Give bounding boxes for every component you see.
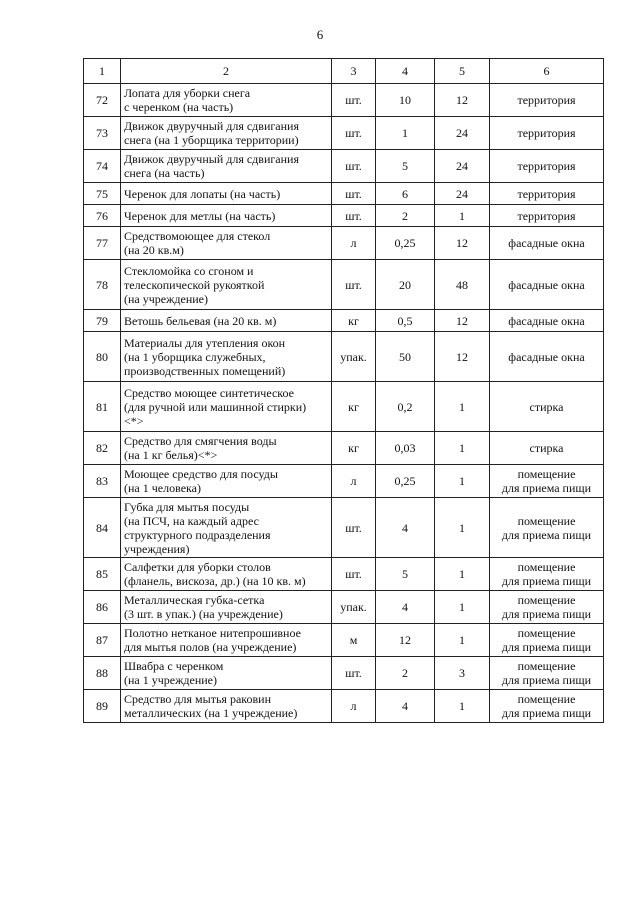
table-row xyxy=(84,498,604,558)
page-number: 6 xyxy=(316,27,324,42)
location-cell: фасадные окна xyxy=(490,227,604,260)
unit-cell: кг xyxy=(332,310,376,332)
quantity-cell: 12 xyxy=(376,624,435,657)
table-row xyxy=(84,382,604,432)
table-body xyxy=(84,84,604,723)
location-cell: фасадные окна xyxy=(490,310,604,332)
quantity-cell: 4 xyxy=(376,591,435,624)
period-cell: 12 xyxy=(435,332,490,382)
item-name-cell: Моющее средство для посуды (на 1 человека) xyxy=(121,465,332,498)
table-row xyxy=(84,260,604,310)
item-name-cell: Стекломойка со сгоном и телескопической рукояткой (на учреждение) xyxy=(121,260,332,310)
location-cell: помещение для приема пищи xyxy=(490,690,604,723)
quantity-cell: 10 xyxy=(376,84,435,117)
table-row xyxy=(84,227,604,260)
location-cell: стирка xyxy=(490,432,604,465)
table-row xyxy=(84,624,604,657)
quantity-cell: 4 xyxy=(376,498,435,558)
location-cell: территория xyxy=(490,205,604,227)
quantity-cell: 4 xyxy=(376,690,435,723)
period-cell: 12 xyxy=(435,84,490,117)
item-name-cell: Средство для смягчения воды (на 1 кг белья)<*> xyxy=(121,432,332,465)
quantity-cell: 5 xyxy=(376,558,435,591)
quantity-cell: 2 xyxy=(376,657,435,690)
period-cell: 1 xyxy=(435,465,490,498)
location-cell: помещение для приема пищи xyxy=(490,465,604,498)
table-row xyxy=(84,205,604,227)
table-row xyxy=(84,332,604,382)
row-number-cell: 83 xyxy=(84,465,121,498)
item-name-cell: Черенок для метлы (на часть) xyxy=(121,205,332,227)
unit-cell: кг xyxy=(332,432,376,465)
supplies-table xyxy=(83,58,604,723)
location-cell: помещение для приема пищи xyxy=(490,624,604,657)
location-cell: помещение для приема пищи xyxy=(490,558,604,591)
unit-cell: м xyxy=(332,624,376,657)
row-number-cell: 79 xyxy=(84,310,121,332)
period-cell: 1 xyxy=(435,690,490,723)
row-number-cell: 75 xyxy=(84,183,121,205)
row-number-cell: 72 xyxy=(84,84,121,117)
table-row xyxy=(84,150,604,183)
unit-cell: упак. xyxy=(332,591,376,624)
period-cell: 1 xyxy=(435,382,490,432)
item-name-cell: Средство моющее синтетическое (для ручной или машинной стирки) <*> xyxy=(121,382,332,432)
row-number-cell: 81 xyxy=(84,382,121,432)
item-name-cell: Движок двуручный для сдвигания снега (на часть) xyxy=(121,150,332,183)
row-number-cell: 76 xyxy=(84,205,121,227)
location-cell: территория xyxy=(490,84,604,117)
header-cell: 5 xyxy=(435,59,490,84)
unit-cell: шт. xyxy=(332,657,376,690)
row-number-cell: 89 xyxy=(84,690,121,723)
period-cell: 24 xyxy=(435,150,490,183)
item-name-cell: Полотно нетканое нитепрошивное для мытья полов (на учреждение) xyxy=(121,624,332,657)
quantity-cell: 50 xyxy=(376,332,435,382)
row-number-cell: 74 xyxy=(84,150,121,183)
table-header-row xyxy=(84,59,604,84)
period-cell: 12 xyxy=(435,227,490,260)
table-row xyxy=(84,432,604,465)
table-row xyxy=(84,690,604,723)
unit-cell: шт. xyxy=(332,150,376,183)
period-cell: 48 xyxy=(435,260,490,310)
table-row xyxy=(84,558,604,591)
unit-cell: шт. xyxy=(332,84,376,117)
header-cell: 1 xyxy=(84,59,121,84)
period-cell: 3 xyxy=(435,657,490,690)
row-number-cell: 80 xyxy=(84,332,121,382)
location-cell: помещение для приема пищи xyxy=(490,657,604,690)
item-name-cell: Средство для мытья раковин металлических (на 1 учреждение) xyxy=(121,690,332,723)
item-name-cell: Ветошь бельевая (на 20 кв. м) xyxy=(121,310,332,332)
period-cell: 1 xyxy=(435,205,490,227)
row-number-cell: 78 xyxy=(84,260,121,310)
location-cell: стирка xyxy=(490,382,604,432)
location-cell: фасадные окна xyxy=(490,260,604,310)
row-number-cell: 73 xyxy=(84,117,121,150)
quantity-cell: 1 xyxy=(376,117,435,150)
quantity-cell: 0,2 xyxy=(376,382,435,432)
period-cell: 1 xyxy=(435,591,490,624)
period-cell: 24 xyxy=(435,117,490,150)
unit-cell: шт. xyxy=(332,117,376,150)
quantity-cell: 2 xyxy=(376,205,435,227)
item-name-cell: Салфетки для уборки столов (фланель, вискоза, др.) (на 10 кв. м) xyxy=(121,558,332,591)
item-name-cell: Лопата для уборки снега с черенком (на часть) xyxy=(121,84,332,117)
quantity-cell: 5 xyxy=(376,150,435,183)
row-number-cell: 88 xyxy=(84,657,121,690)
unit-cell: л xyxy=(332,227,376,260)
row-number-cell: 77 xyxy=(84,227,121,260)
unit-cell: шт. xyxy=(332,205,376,227)
item-name-cell: Металлическая губка-сетка (3 шт. в упак.) (на учреждение) xyxy=(121,591,332,624)
unit-cell: упак. xyxy=(332,332,376,382)
table-row xyxy=(84,465,604,498)
location-cell: территория xyxy=(490,183,604,205)
item-name-cell: Губка для мытья посуды (на ПСЧ, на каждый адрес структурного подразделения учреждения) xyxy=(121,498,332,558)
period-cell: 1 xyxy=(435,498,490,558)
quantity-cell: 0,25 xyxy=(376,227,435,260)
item-name-cell: Черенок для лопаты (на часть) xyxy=(121,183,332,205)
header-cell: 6 xyxy=(490,59,604,84)
unit-cell: л xyxy=(332,465,376,498)
row-number-cell: 86 xyxy=(84,591,121,624)
table-row xyxy=(84,310,604,332)
table-row xyxy=(84,183,604,205)
item-name-cell: Швабра с черенком (на 1 учреждение) xyxy=(121,657,332,690)
quantity-cell: 20 xyxy=(376,260,435,310)
item-name-cell: Материалы для утепления окон (на 1 уборщика служебных, производственных помещений) xyxy=(121,332,332,382)
table-row xyxy=(84,84,604,117)
location-cell: территория xyxy=(490,150,604,183)
location-cell: помещение для приема пищи xyxy=(490,498,604,558)
location-cell: фасадные окна xyxy=(490,332,604,382)
period-cell: 1 xyxy=(435,624,490,657)
row-number-cell: 87 xyxy=(84,624,121,657)
quantity-cell: 0,03 xyxy=(376,432,435,465)
unit-cell: кг xyxy=(332,382,376,432)
unit-cell: шт. xyxy=(332,260,376,310)
location-cell: территория xyxy=(490,117,604,150)
row-number-cell: 82 xyxy=(84,432,121,465)
header-cell: 3 xyxy=(332,59,376,84)
item-name-cell: Средствомоющее для стекол (на 20 кв.м) xyxy=(121,227,332,260)
location-cell: помещение для приема пищи xyxy=(490,591,604,624)
quantity-cell: 6 xyxy=(376,183,435,205)
period-cell: 1 xyxy=(435,558,490,591)
unit-cell: шт. xyxy=(332,498,376,558)
header-cell: 2 xyxy=(121,59,332,84)
row-number-cell: 85 xyxy=(84,558,121,591)
period-cell: 1 xyxy=(435,432,490,465)
period-cell: 12 xyxy=(435,310,490,332)
item-name-cell: Движок двуручный для сдвигания снега (на 1 уборщика территории) xyxy=(121,117,332,150)
unit-cell: шт. xyxy=(332,558,376,591)
table-row xyxy=(84,117,604,150)
table-row xyxy=(84,657,604,690)
unit-cell: л xyxy=(332,690,376,723)
header-cell: 4 xyxy=(376,59,435,84)
period-cell: 24 xyxy=(435,183,490,205)
quantity-cell: 0,25 xyxy=(376,465,435,498)
unit-cell: шт. xyxy=(332,183,376,205)
row-number-cell: 84 xyxy=(84,498,121,558)
table-row xyxy=(84,591,604,624)
quantity-cell: 0,5 xyxy=(376,310,435,332)
